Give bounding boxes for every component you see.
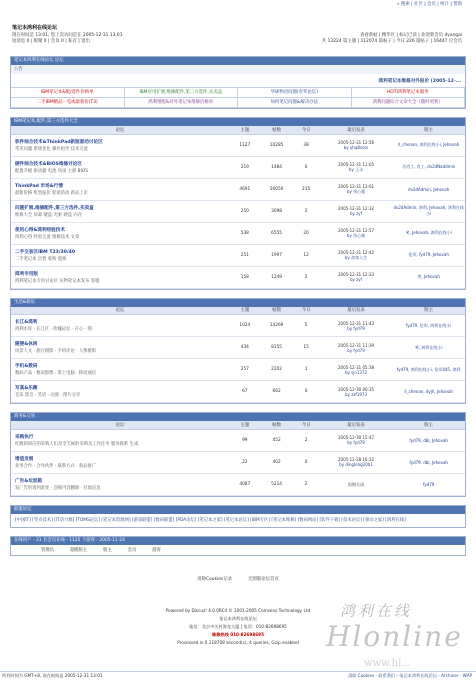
table-header-row [11,126,465,134]
forum-name-link[interactable]: 写真&乐趣 [15,386,38,391]
post-count: 8155 [261,337,293,359]
post-count: 10285 [261,134,293,156]
forum-name-link[interactable]: 随便&休闲 [15,342,38,347]
today-count: 0 [292,451,319,473]
last-post-cell [320,178,393,200]
forum-row [11,134,465,156]
last-post-cell [320,473,393,495]
forum-cell [11,200,229,222]
today-count: 1 [292,359,319,381]
last-post-author[interactable]: by 王永 [348,167,364,172]
footer-contact: 地址：北京中关村海龙大厦 | 电话：010-82698695 [189,624,287,629]
topic-count: 99 [229,429,261,451]
post-count: 1249 [261,266,293,288]
online-legend [11,545,465,555]
table-header-row [11,421,465,429]
today-count: 20 [292,222,319,244]
forum-row [11,200,465,222]
forum-cell [11,473,229,495]
last-post-author[interactable]: by sjn1372 [344,369,368,375]
last-post-author[interactable]: by zyf [349,211,363,216]
last-post-time[interactable]: 2005-12-31 12:56 [337,140,375,145]
column-header-today: 今日 [292,421,319,429]
table-header-row [11,307,465,315]
topic-count: 251 [229,244,261,266]
forum-cell [11,429,229,451]
last-post-time[interactable]: 2005-12-31 05:38 [337,364,375,370]
footer [0,607,476,647]
forum-description: 数码产品 · 数码影像 · 掌上电脑 · 移动通信 [15,371,97,376]
today-count: 6 [292,156,319,178]
moderators[interactable]: dv2dAdmin, Jehovah [392,178,465,200]
friends-header: 联盟论坛 [11,506,465,514]
forum-name-link[interactable]: 长江&鸿利 [15,320,38,325]
forum-name-link[interactable]: 硬件综合技术&BIOS维修讨论区 [15,161,82,167]
post-count: 402 [261,451,293,473]
forum-stats: 共 13224 篇主题 | 112074 篇帖子 | 今日 226 篇帖子 | 16447 位会员 [321,39,462,44]
post-count: 5214 [261,473,293,495]
post-count: 662 [261,381,293,403]
column-header-last: 最后发表 [320,126,393,134]
quick-link[interactable]: 华硕物语问题(有奖论坛) [238,88,352,98]
column-header-posts: 帖数 [261,307,293,315]
forum-cell [11,337,229,359]
last-post-author[interactable]: by fyd79 [347,347,365,353]
quick-link[interactable]: 鸿利问题综合文章大全（随时更新） [352,98,466,108]
forum-cell [11,178,229,200]
legend-item: 游客 [152,547,161,553]
forum-cell [11,244,229,266]
last-post-time[interactable]: 2005-12-30 00:35 [337,386,375,392]
forum-name-link[interactable]: 采购执行 [15,434,34,440]
today-count: 38 [292,134,319,156]
last-post-time[interactable]: 2005-12-31 12:33 [337,272,375,277]
last-post-cell [320,266,393,288]
forum-row [11,156,465,178]
topic-count: 158 [229,266,261,288]
watermark-en: Hlonline [326,620,463,653]
post-count: 1484 [261,156,293,178]
moderators[interactable]: fyd79, dbl, Jehovah [392,451,465,473]
post-count: 452 [261,429,293,451]
last-post-author[interactable]: by 游客人生 [344,255,368,260]
moderators[interactable]: 肖肖工, 肖工, dv2dNaddmin [392,156,465,178]
forum-name-link[interactable]: 使用心得&鸿利经验技术 [15,227,65,233]
footer-processed: Processed in 0.118708 second(s), 4 queries, Gzip enabled [177,640,299,645]
quick-link[interactable]: IBM笔记本&配/选件价格单 [11,88,125,98]
topic-count: 1024 [229,315,261,337]
last-post-time[interactable]: 2005-12-31 11:05 [337,162,375,167]
post-count: 56050 [261,178,293,200]
moderators[interactable]: fyd79, 鸿利在线小i, 伦形445, 鸿利 [392,359,465,381]
topic-count: 250 [229,200,261,222]
forum-row [11,222,465,244]
last-post-time[interactable]: 2005-12-31 12:42 [337,250,375,255]
announcement-header: 笔记本鸿利在线论坛 论坛 [11,57,465,65]
today-count: 12 [292,244,319,266]
timezone-info: 所有时间为 GMT+8, 现在时间是 2005-12-31 13:01 [2,673,103,678]
category-header[interactable]: 商务&交易 [11,413,465,421]
forum-cell [11,222,229,244]
forum-description: 鸿利水库 · 长江区 · 吹嘘论坛 · 开心一刻 [15,327,92,332]
last-post-cell [320,244,393,266]
friends-links[interactable]: [中国IT] [零点技术] [IT动力源] [TOMS论坛] [笔记本资源网] [游戏联盟] [数码联盟] [PDA论坛] [笔记本之家] [笔记本论坛] [IBM专区] [笔记本维修] [数码网站] [软件下载] [技术论坛] [驱动之家] [鸿利在线] [15,517,406,523]
category-header[interactable]: IBM笔记本,配件,第三方选件大全 [11,118,465,126]
footer-site: 笔记本鸿利在线论坛 [219,616,257,621]
moderators[interactable]: 伦形, fyd79, Jehovah [392,244,465,266]
today-count: 215 [292,178,319,200]
moderators[interactable]: fyd79 [392,473,465,495]
forum-row [11,473,465,495]
forum-description: 红跳的回应的采购人们及全天候的采购及工作任务 服务联系 生成 [15,441,139,447]
topic-count: 219 [229,156,261,178]
forum-name-link[interactable]: 手机&数码 [15,364,38,369]
forum-logo[interactable]: 笔记本鸿利在线论坛 [12,25,58,31]
quick-link[interactable]: HOTI鸿利笔记本服务 [352,88,466,98]
topic-count: 22 [229,451,261,473]
legend-item: 版主 [103,547,112,553]
topic-count: 1127 [229,134,261,156]
moderators[interactable]: 笑, 鸿利在线小i [392,337,465,359]
forum-cell [11,381,229,403]
forum-description: 鸿利笔记本专用讨论区 实物笔记本发布 客服 [15,278,100,284]
forum-name-link[interactable]: 广告&垃圾箱 [15,478,42,484]
last-post-time[interactable]: 2005-12-31 13:01 [337,184,375,189]
moderators[interactable]: dv2dAdmin, 鸿利, Jehovah, 鸿利在线小i [392,200,465,222]
forum-table [11,126,465,289]
legend-item: 超级版主 [69,547,88,553]
quick-links[interactable]: 查看新帖 | 精华区 | 标记已读 | 欢迎新会员 dyangai [359,33,462,38]
announcement-notice [11,74,465,88]
last-post-author[interactable]: by 执心雁 [346,233,366,238]
friends-block [10,505,466,528]
column-header-last: 最后发表 [320,307,393,315]
forum-row [11,315,465,337]
forum-row [11,266,465,288]
last-post-time[interactable]: 2005-12-31 12:57 [337,228,375,233]
last-post-cell [320,429,393,451]
online-block [10,536,466,556]
legend-item: 会员 [127,547,137,553]
today-count: 5 [292,315,319,337]
forum-row [11,451,465,473]
footer-links [10,576,466,582]
last-post-author[interactable]: by 执心雁 [346,189,366,194]
column-header-topics: 主题 [229,307,261,315]
last-post-cell [320,359,393,381]
forum-table [11,307,465,404]
last-post-time[interactable]: 2005-12-28 16:32 [337,457,375,462]
topic-count: 257 [229,359,261,381]
last-post-time[interactable]: 2005-12-31 12:32 [337,206,375,211]
legend-item: 管理员 [41,547,54,553]
moderators[interactable]: 笑, Jehovah [392,266,465,288]
last-post-time[interactable]: 2005-12-31 11:39 [337,342,375,348]
quick-link-grid [11,88,465,108]
last-post-cell [320,337,393,359]
forum-row [11,337,465,359]
column-header-topics: 主题 [229,126,261,134]
today-count: 2 [292,266,319,288]
post-count: 3098 [261,200,293,222]
last-post-cell [320,451,393,473]
forum-cell [11,134,229,156]
forum-row [11,381,465,403]
topic-count: 4087 [229,473,261,495]
forum-row [11,178,465,200]
last-post-time[interactable]: 2005-12-30 15:47 [337,435,375,440]
forum-table [11,421,465,496]
category-header[interactable]: 生活&娱乐 [11,299,465,307]
quick-link[interactable]: IBM应用扩展,维修配件,第三方选件,买卖盒 [125,88,239,98]
forum-category [10,117,466,290]
column-header-today: 今日 [292,126,319,134]
column-header-posts: 帖数 [261,126,293,134]
footer-link[interactable]: 清除Cookies记录 [197,576,232,582]
moderators[interactable]: fyd79, dbl, Jehovah [392,429,465,451]
forum-name-link[interactable]: 增值发展 [15,456,34,462]
last-post-cell [320,200,393,222]
forum-category [10,412,466,497]
forum-description: 最新价格 机型报价 促销活动 新品上市 [15,190,88,196]
forum-description: 风景人文 · 旅行摄影 · 手机评论 · 人像摄影 [15,349,97,354]
bottom-links[interactable]: 清除 Cookies - 联系我们 - 笔记本鸿利在线论坛 - Archiver - WAP [348,673,472,678]
top-nav-links[interactable]: » 搜索 | 社区 | 会员 | 统计 | 帮助 [396,2,462,7]
quick-link[interactable]: 如何笔记问题&解决办法 [238,98,352,108]
today-count: 2 [292,473,319,495]
forum-name-link[interactable]: ThinkPad 市场&行情 [15,183,63,189]
footer-hotline: 维修热线 010-82698695 [212,632,264,637]
announcement-sub: 公告 [11,65,465,74]
forum-cell [11,156,229,178]
page [10,0,466,582]
forum-name-link[interactable]: 二手交易区IBM T23/30/40 [15,249,76,255]
time-info: 现在时间是 13:01, 您上次访问是在 2005-12-31 13:01 [12,33,123,38]
footer-link[interactable]: 无图版论坛首页 [248,576,279,582]
last-post-cell [320,156,393,178]
topic-count: 434 [229,337,261,359]
last-post-cell [320,134,393,156]
moderators[interactable]: ll_chenan, 鸿利在线小i, Jehovah [392,134,465,156]
column-header-mods: 版主 [392,307,465,315]
online-header: 在线用户 - 21 名会员在线 - 1125 个游客 - 2005-11-24 [11,537,465,545]
topic-count: 538 [229,222,261,244]
column-header-today: 今日 [292,307,319,315]
column-header-topics: 主题 [229,421,261,429]
last-post-time[interactable]: 2005-12-31 11:43 [337,320,375,326]
forum-cell [11,359,229,381]
topic-count: 4691 [229,178,261,200]
column-header-mods: 版主 [392,126,465,134]
header [10,0,466,30]
forum-sections [10,117,466,497]
forum-description: 二手笔记本 出售 收购 置换 [15,256,67,262]
forum-cell [11,315,229,337]
forum-description: 发广告的请到此处 · 违规内容删除 · 垃圾信息 [15,485,101,491]
user-links[interactable]: 短消息 0 | 版聚 0 | 会员 0 | 私有 | 退出 [12,39,90,44]
forum-description: 音乐 影音 · 笑话 · 动漫 · 图片分享 [15,393,81,398]
quick-link[interactable]: 二手IBM精品一览或最新价(T3) [11,98,125,108]
post-count: 14269 [261,315,293,337]
column-header-forum: 论坛 [11,421,229,429]
moderators[interactable]: fyd79, 伦形, 鸿利在线小i [392,315,465,337]
last-post-author[interactable]: by fyd79 [347,440,365,445]
column-header-last: 最后发表 [320,421,393,429]
watermark-url: www.hl... [364,658,411,669]
last-post-author[interactable]: by fyd79 [347,325,365,331]
forum-cell [11,451,229,473]
today-count: 2 [292,200,319,222]
forum-cell [11,266,229,288]
quick-link[interactable]: 鸿利增配&对外笔记本维修价格单 [125,98,239,108]
forum-description: 配置升级 驱动器 电池 风扇 主板 BIOS [15,168,89,174]
forum-description: 鸿利心得 经验交流 维修技术 文章 [15,234,80,240]
user-info-bar [10,30,466,56]
post-count: 6555 [261,222,293,244]
moderators[interactable]: ll_chenan, dyjh, Jehovah [392,381,465,403]
forum-description: 维修大全 屏幕 键盘 光驱 硬盘 内存 [15,212,82,218]
today-count: 0 [292,381,319,403]
column-header-forum: 论坛 [11,126,229,134]
last-post-cell [320,381,393,403]
moderators[interactable]: 笑, Jehovah, 鸿利在线小i [392,222,465,244]
post-count: 2202 [261,359,293,381]
column-header-posts: 帖数 [261,421,293,429]
powered-by[interactable]: Powered by Discuz! 4.0.0RC4 © 2001-2005 Comsenz Technology Ltd [165,608,311,613]
forum-name-link[interactable]: 问题扩展,维修配件,第三方选件,买卖盒 [15,205,94,211]
announcement-block [10,56,466,109]
last-post-cell [320,222,393,244]
today-count: 15 [292,337,319,359]
column-header-forum: 论坛 [11,307,229,315]
post-count: 1997 [261,244,293,266]
bottom-bar [0,671,476,679]
topic-count: 67 [229,381,261,403]
last-post-author[interactable]: by dinglong2001 [339,462,373,467]
forum-name-link[interactable]: 鸿利专用版 [15,271,38,277]
forum-name-link[interactable]: 软件综合技术&ThinkPad新版驱动讨论区 [15,139,103,145]
notice-link[interactable]: 鸿利笔记本维修对外报价 (2005-12-... [378,79,461,84]
forum-description: 业务合作 · 合作伙伴 · 联系方式 · 新品推广 [15,463,97,469]
column-header-mods: 版主 [392,421,465,429]
today-count: 2 [292,429,319,451]
last-post-author[interactable]: by yhq8ssss [343,145,369,150]
forum-category [10,298,466,405]
last-post-author[interactable]: by zzf1973 [345,391,367,397]
last-post-author[interactable]: by zyf [349,277,363,282]
forum-row [11,244,465,266]
forum-description: 常见问题 系统优化 操作指导 技术交流 [15,146,88,152]
watermark-cn: 鸿利在线 [340,602,413,620]
last-post-cell [320,315,393,337]
forum-row [11,359,465,381]
last-post-time[interactable]: 短期关闭 [348,481,365,487]
forum-row [11,429,465,451]
